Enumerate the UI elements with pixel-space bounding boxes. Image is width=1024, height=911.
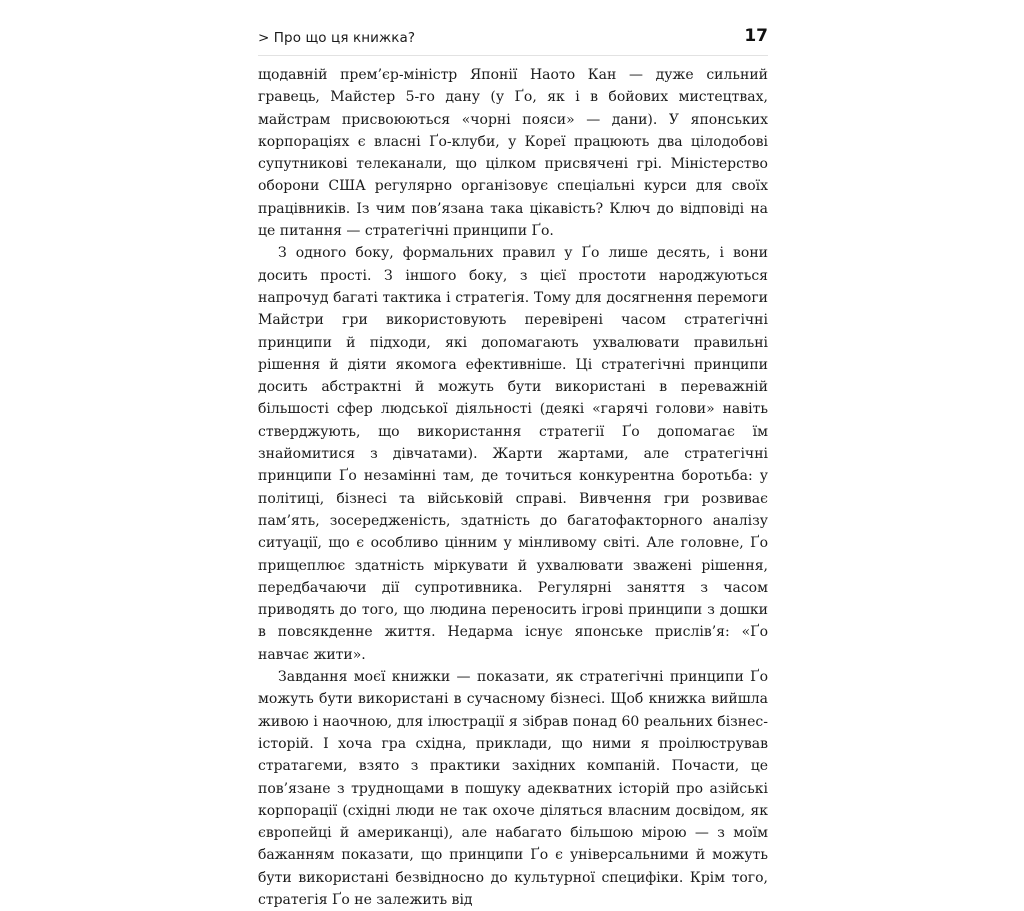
running-header (258, 26, 768, 50)
page-number: 17 (744, 26, 768, 46)
chapter-title: > Про що ця книжка? (258, 30, 416, 46)
paragraph: Завдання моєї книжки — показати, як стратегічні принципи Ґо можуть бути використані в сучасному бізнесі. Щоб книжка вийшла живою і наочною, для ілюстрації я зібрав понад 60 реальних бізнес-історій. І хоча гра східна, приклади, що ними я проілюстрував стратагеми, взято з практики західних компаній. Почасти, це пов’язане з труднощами в пошуку адекватних історій про азійські корпорації (східні люди не так охоче діляться власним досвідом, як європейці й американці), але набагато більшою мірою — з моїм бажанням показати, що принципи Ґо є універсальними й можуть бути використані безвідносно до культурної специфіки. Крім того, стратегія Ґо не залежить від (258, 669, 768, 908)
paragraph-continued: щодавній прем’єр-міністр Японії Наото Кан — дуже сильний гравець, Майстер 5-го дану (у Ґо, як і в бойових мистецтвах, майстрам присвоюються «чорні пояси» — дани). У японських корпораціях є власні Ґо-клуби, у Кореї працюють два цілодобові супутникові телеканали, що цілком присвячені грі. Міністерство оборони США регулярно організовує спеціальні курси для своїх працівників. Із чим пов’язана така цікавість? Ключ до відповіді на це питання — стратегічні принципи Ґо. (258, 67, 768, 240)
paragraph: З одного боку, формальних правил у Ґо лише десять, і вони досить прості. З іншого боку, з цієї простоти народжуються напрочуд багаті тактика і стратегія. Тому для досягнення перемоги Майстри гри використовують перевірені часом стратегічні принципи й підходи, які допомагають ухвалювати правильні рішення й діяти якомога ефективніше. Ці стратегічні принципи досить абстрактні й можуть бути використані в переважній більшості сфер людської діяльності (деякі «гарячі голови» навіть стверджують, що використання стратегії Ґо допомагає їм знайомитися з дівчатами). Жарти жартами, але стратегічні принципи Ґо незамінні там, де точиться конкурентна боротьба: у політиці, бізнесі та військовій справі. Вивчення гри розвиває пам’ять, зосередженість, здатність до багатофакторного аналізу ситуації, що є особливо цінним у мінливому світі. Але головне, Ґо прищеплює здатність міркувати й ухвалювати зважені рішення, передбачаючи дії супротивника. Регулярні заняття з часом приводять до того, що людина переносить ігрові принципи з дошки в повсякденне життя. Недарма існує японське прислів’я: «Ґо навчає жити». (258, 245, 768, 663)
body-text (258, 64, 768, 911)
header-divider (258, 55, 768, 56)
